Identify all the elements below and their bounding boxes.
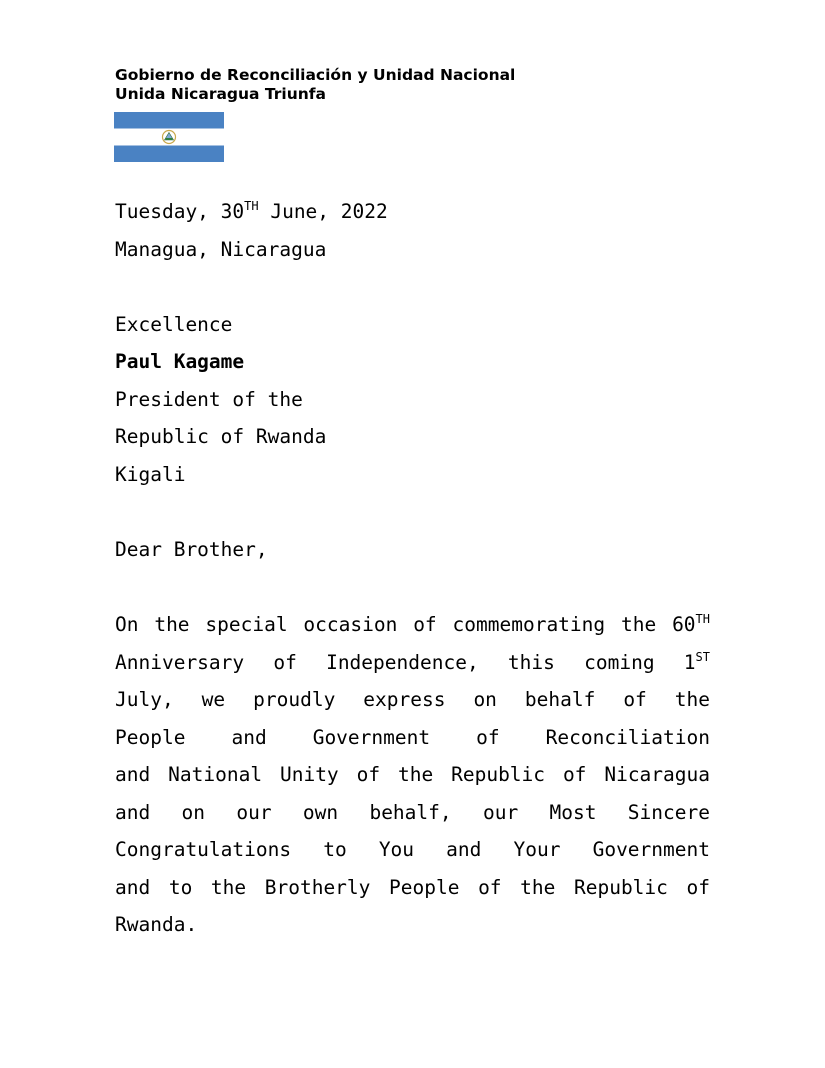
date-day: Tuesday, 30 — [115, 200, 245, 223]
recipient-title-line1: President of the — [115, 388, 303, 411]
letterhead — [115, 66, 515, 104]
body-line: Congratulations to You and Your Government — [115, 838, 710, 861]
letterhead-government-name: Gobierno de Reconciliación y Unidad Nacional — [115, 66, 516, 84]
date-ordinal-suffix: TH — [244, 199, 259, 213]
body-line: and National Unity of the Republic of Nicaragua — [115, 763, 710, 786]
body-line: Rwanda. — [115, 913, 198, 936]
body-line: and to the Brotherly People of the Republic of — [115, 875, 710, 899]
ordinal-suffix: TH — [695, 612, 710, 626]
body-line: July, we proudly express on behalf of the — [115, 688, 710, 711]
recipient-title-line2: Republic of Rwanda — [115, 425, 327, 448]
recipient-name: Paul Kagame — [115, 350, 245, 373]
nicaragua-flag-icon — [114, 112, 224, 162]
letter-body-paragraph — [115, 613, 710, 951]
recipient-salutation-title: Excellence — [115, 313, 233, 336]
body-line: People and Government of Reconciliation — [115, 725, 710, 749]
letter-location: Managua, Nicaragua — [115, 238, 327, 261]
body-line: and on our own behalf, our Most Sincere — [115, 800, 710, 824]
letterhead-slogan: Unida Nicaragua Triunfa — [115, 85, 327, 103]
date-month-year: June, 2022 — [258, 200, 388, 223]
body-line: Anniversary of Independence, this coming 1ST — [115, 649, 710, 674]
letter-greeting: Dear Brother, — [115, 538, 268, 561]
body-line: On the special occasion of commemorating the 60TH — [115, 612, 710, 636]
recipient-city: Kigali — [115, 463, 186, 486]
letter-date — [115, 200, 388, 223]
ordinal-suffix: ST — [695, 649, 710, 664]
